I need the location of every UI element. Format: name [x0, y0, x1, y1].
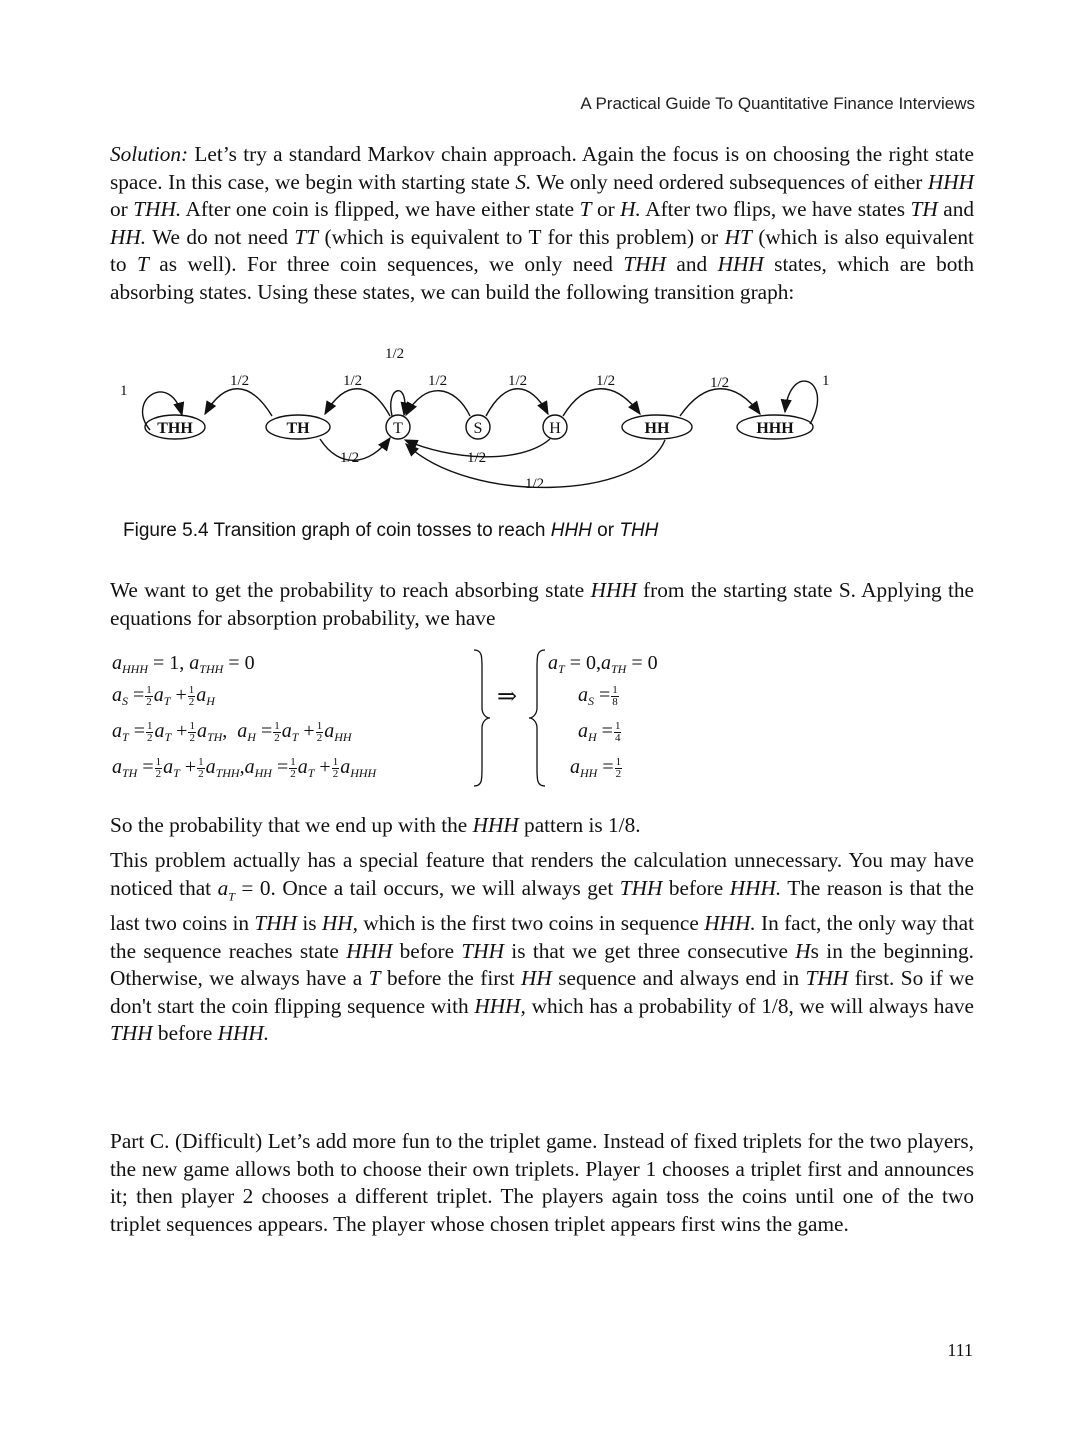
brace-left [527, 648, 547, 788]
edge-label: 1/2 [710, 375, 730, 391]
edge-label: 1/2 [525, 476, 545, 492]
edge-label: 1/2 [508, 373, 528, 389]
edge-label: 1/2 [428, 373, 448, 389]
edge-t-self [391, 391, 405, 416]
state-label: THH [157, 420, 193, 437]
paragraph-absorption: We want to get the probability to reach absorbing state HHH from the starting state S. Applying the equations for absorption probability, we have [110, 578, 974, 630]
edge-label: 1 [120, 383, 128, 399]
paragraph-part-c: Part C. (Difficult) Let’s add more fun to the triplet game. Instead of fixed triplets for the two players, the new game allows both to choose their own triplets. Player 1 chooses a triplet first and announces it; then player 2 chooses a different triplet. The players again toss the coins until one of the two triplet sequences appears. The player whose chosen triplet appears first wins the game. [110, 1129, 974, 1236]
state-label: TH [286, 420, 310, 437]
edge-label: 1/2 [230, 373, 250, 389]
solution-line: $a_H$ = $\frac{1}{4}$ [578, 719, 621, 744]
equation-line: $a_S$ = $\frac{1}{2}$ $a_T$ + $\frac{1}{2}$ $a_H$ [112, 683, 215, 708]
state-label: HH [644, 420, 670, 437]
edge-label: 1/2 [343, 373, 363, 389]
edge-label: 1/2 [340, 450, 360, 466]
paragraph-special-feature: This problem actually has a special feature that renders the calculation unnecessary. You may have noticed that $a_T = 0$. Once a tail occurs, we will always get THH before HHH. The reason is that the last two coins in THH is HH, which is the first two coins in sequence HHH. In fact, the only way that the sequence reaches state HHH before THH is that we get three consecutive Hs in the beginning. Otherwise, we always have a T before the first HH sequence and always end in THH first. So if we don't start the coin flipping sequence with HHH, which has a probability of 1/8, we will always have THH before HHH. [110, 848, 974, 1046]
running-header: A Practical Guide To Quantitative Finance Interviews [580, 94, 975, 113]
page-number: 111 [947, 1340, 973, 1360]
equation-line: $a_T$ = $\frac{1}{2}$ $a_T$ + $\frac{1}{2}$ $a_{TH}$, $a_H$ = $\frac{1}{2}$ $a_T$ + $\frac{1}{2}$ $a_{HH}$ [112, 719, 352, 744]
edge-label: 1/2 [596, 373, 616, 389]
state-label: H [549, 420, 561, 437]
solution-line: $a_{HH}$ = $\frac{1}{2}$ [570, 755, 622, 780]
edge-s-t [406, 391, 470, 416]
solution-lead: Solution: [110, 142, 189, 166]
edge-label: 1 [822, 373, 830, 389]
edge-h-hh [563, 389, 640, 416]
state-label: HHH [756, 420, 794, 437]
figure-caption: Figure 5.4 Transition graph of coin tosses to reach HHH or THH [123, 520, 659, 541]
equation-line: $a_{TH}$ = $\frac{1}{2}$ $a_T$ + $\frac{1}{2}$ $a_{THH},a_{HH}$ = $\frac{1}{2}$ $a_T$ + $\frac{1}{2}$ $a_{HHH}$ [112, 755, 377, 780]
edge-t-th [325, 389, 390, 416]
edge-label: 1/2 [385, 346, 405, 362]
paragraph-result: So the probability that we end up with the HHH pattern is 1/8. [110, 813, 641, 837]
transition-graph [0, 340, 1083, 500]
edge-hh-hhh [680, 389, 760, 416]
equation-line: $a_{HHH} = 1$, $a_{THH} = 0$ [112, 652, 255, 676]
edge-s-h [486, 389, 548, 416]
solution-paragraph: Solution: Let’s try a standard Markov chain approach. Again the focus is on choosing the right state space. In this case, we begin with starting state S. We only need ordered subsequences of either HHH or THH. After one coin is flipped, we have either state T or H. After two flips, we have states TH and HH. We do not need TT (which is equivalent to T for this problem) or HT (which is also equivalent to T as well). For three coin sequences, we only need THH and HHH states, which are both absorbing states. Using these states, we can build the following transition graph: [110, 142, 975, 304]
edge-th-thh [205, 389, 272, 416]
solution-line: $a_S$ = $\frac{1}{8}$ [578, 683, 618, 708]
brace-right [472, 648, 492, 788]
state-label: T [393, 420, 403, 437]
loop-hhh [785, 381, 818, 424]
state-label: S [473, 420, 483, 437]
solution-line: $a_T = 0,a_{TH} = 0$ [548, 652, 658, 676]
implies-arrow: ⇒ [497, 684, 518, 710]
edge-label: 1/2 [467, 450, 487, 466]
